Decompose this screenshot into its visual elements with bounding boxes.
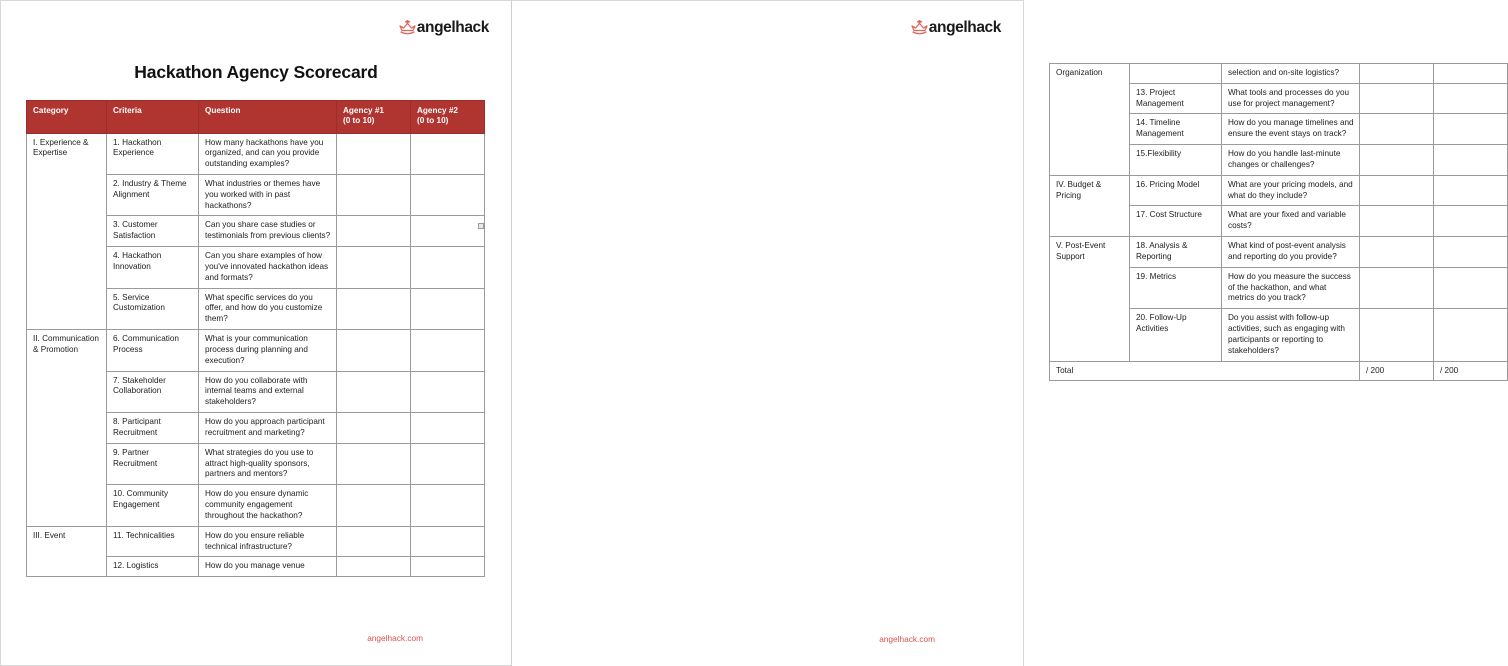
cell-score-agency-1[interactable] [1360,237,1434,268]
cell-score-agency-2[interactable] [411,288,485,329]
cell-category: I. Experience & Expertise [27,133,107,330]
cell-criteria: 15.Flexibility [1130,145,1222,176]
cell-score-agency-2[interactable] [411,371,485,412]
cell-criteria: 14. Timeline Management [1130,114,1222,145]
cell-score-agency-2[interactable] [1434,175,1508,206]
cell-score-agency-1[interactable] [337,330,411,371]
cell-criteria: 18. Analysis & Reporting [1130,237,1222,268]
table-row [27,133,485,174]
cell-score-agency-1[interactable] [1360,267,1434,308]
cell-criteria: 10. Community Engagement [107,485,199,526]
cell-score-agency-1[interactable] [1360,83,1434,114]
cell-question: Can you share case studies or testimonials from previous clients? [199,216,337,247]
cell-question: Do you assist with follow-up activities, such as engaging with participants or reporting to stakeholders? [1222,309,1360,361]
column-header-agency-1: Agency #1 (0 to 10) [337,101,411,134]
cell-category: Organization [1050,64,1130,176]
scorecard-table-page-2 [1049,63,1508,381]
cell-score-agency-2[interactable] [1434,64,1508,84]
cell-score-agency-2[interactable] [411,557,485,577]
cell-criteria: 12. Logistics [107,557,199,577]
resize-handle-artifact[interactable] [478,223,484,229]
cell-criteria: 2. Industry & Theme Alignment [107,174,199,215]
cell-criteria: 4. Hackathon Innovation [107,247,199,288]
cell-score-agency-1[interactable] [1360,309,1434,361]
cell-question: How do you ensure reliable technical infrastructure? [199,526,337,557]
cell-question: How do you handle last-minute changes or challenges? [1222,145,1360,176]
table-row [1050,237,1508,268]
cell-question: How do you approach participant recruitment and marketing? [199,413,337,444]
total-row [1050,361,1508,381]
brand-name: angelhack [416,19,489,37]
total-score-agency-2[interactable]: / 200 [1434,361,1508,381]
cell-score-agency-2[interactable] [411,413,485,444]
cell-score-agency-2[interactable] [411,216,485,247]
table-body-page-1 [27,133,485,577]
cell-question: How do you manage venue [199,557,337,577]
cell-question: How do you ensure dynamic community engagement throughout the hackathon? [199,485,337,526]
cell-score-agency-2[interactable] [1434,309,1508,361]
cell-question: What tools and processes do you use for project management? [1222,83,1360,114]
table-footer-total [1050,361,1508,381]
table-row [27,330,485,371]
table-header [27,101,485,134]
cell-score-agency-2[interactable] [411,526,485,557]
cell-question: How many hackathons have you organized, and can you provide outstanding examples? [199,133,337,174]
cell-score-agency-1[interactable] [337,247,411,288]
cell-score-agency-1[interactable] [1360,206,1434,237]
document-page-2 [512,0,1459,666]
cell-category: II. Communication & Promotion [27,330,107,527]
cell-question: What are your pricing models, and what do they include? [1222,175,1360,206]
cell-criteria: 17. Cost Structure [1130,206,1222,237]
cell-question: What kind of post-event analysis and reporting do you provide? [1222,237,1360,268]
table-header-row [27,101,485,134]
cell-question: What is your communication process during planning and execution? [199,330,337,371]
cell-criteria: 13. Project Management [1130,83,1222,114]
total-score-agency-1[interactable]: / 200 [1360,361,1434,381]
cell-category: V. Post-Event Support [1050,237,1130,361]
cell-question: How do you collaborate with internal teams and external stakeholders? [199,371,337,412]
cell-score-agency-2[interactable] [1434,114,1508,145]
cell-score-agency-1[interactable] [337,413,411,444]
crown-icon [399,20,416,36]
cell-criteria: 19. Metrics [1130,267,1222,308]
column-header-question: Question [199,101,337,134]
cell-criteria: 11. Technicalities [107,526,199,557]
cell-question: How do you measure the success of the hackathon, and what metrics do you track? [1222,267,1360,308]
cell-score-agency-2[interactable] [411,443,485,484]
page-title: Hackathon Agency Scorecard [134,62,378,82]
footer-website-link[interactable]: angelhack.com [879,634,935,644]
cell-score-agency-2[interactable] [411,247,485,288]
document-page-1 [0,0,512,666]
cell-criteria: 6. Communication Process [107,330,199,371]
cell-criteria: 8. Participant Recruitment [107,413,199,444]
cell-score-agency-1[interactable] [337,557,411,577]
angelhack-logo [399,20,489,36]
cell-score-agency-2[interactable] [1434,267,1508,308]
cell-score-agency-1[interactable] [1360,114,1434,145]
crown-icon [911,20,928,36]
cell-question: What are your fixed and variable costs? [1222,206,1360,237]
cell-score-agency-1[interactable] [337,216,411,247]
cell-score-agency-2[interactable] [411,174,485,215]
cell-criteria [1130,64,1222,84]
cell-score-agency-1[interactable] [337,526,411,557]
cell-category: III. Event [27,526,107,576]
scorecard-table-page-1 [26,100,485,577]
table-row [27,526,485,557]
cell-score-agency-1[interactable] [337,443,411,484]
cell-score-agency-1[interactable] [1360,64,1434,84]
cell-question: What strategies do you use to attract high-quality sponsors, partners and mentors? [199,443,337,484]
cell-score-agency-1[interactable] [1360,145,1434,176]
cell-criteria: 20. Follow-Up Activities [1130,309,1222,361]
table-body-page-2 [1050,64,1508,362]
cell-score-agency-2[interactable] [411,133,485,174]
column-header-criteria: Criteria [107,101,199,134]
cell-score-agency-1[interactable] [337,288,411,329]
cell-score-agency-1[interactable] [337,133,411,174]
column-header-agency-2: Agency #2 (0 to 10) [411,101,485,134]
cell-criteria: 16. Pricing Model [1130,175,1222,206]
cell-score-agency-2[interactable] [1434,206,1508,237]
table-row [1050,175,1508,206]
cell-category: IV. Budget & Pricing [1050,175,1130,236]
cell-criteria: 1. Hackathon Experience [107,133,199,174]
cell-score-agency-2[interactable] [1434,237,1508,268]
table-row [1050,64,1508,84]
cell-score-agency-1[interactable] [1360,175,1434,206]
cell-score-agency-1[interactable] [337,174,411,215]
cell-score-agency-2[interactable] [411,330,485,371]
total-label: Total [1050,361,1360,381]
cell-score-agency-1[interactable] [337,485,411,526]
cell-criteria: 3. Customer Satisfaction [107,216,199,247]
cell-score-agency-2[interactable] [411,485,485,526]
cell-score-agency-2[interactable] [1434,145,1508,176]
cell-question: selection and on-site logistics? [1222,64,1360,84]
footer-website-link[interactable]: angelhack.com [367,633,423,643]
cell-score-agency-2[interactable] [1434,83,1508,114]
cell-question: What industries or themes have you worked with in past hackathons? [199,174,337,215]
cell-question: How do you manage timelines and ensure the event stays on track? [1222,114,1360,145]
cell-criteria: 9. Partner Recruitment [107,443,199,484]
cell-criteria: 5. Service Customization [107,288,199,329]
cell-criteria: 7. Stakeholder Collaboration [107,371,199,412]
brand-name: angelhack [928,19,1001,37]
cell-question: Can you share examples of how you've innovated hackathon ideas and formats? [199,247,337,288]
cell-question: What specific services do you offer, and how do you customize them? [199,288,337,329]
column-header-category: Category [27,101,107,134]
cell-score-agency-1[interactable] [337,371,411,412]
angelhack-logo-page-2 [911,20,1001,36]
